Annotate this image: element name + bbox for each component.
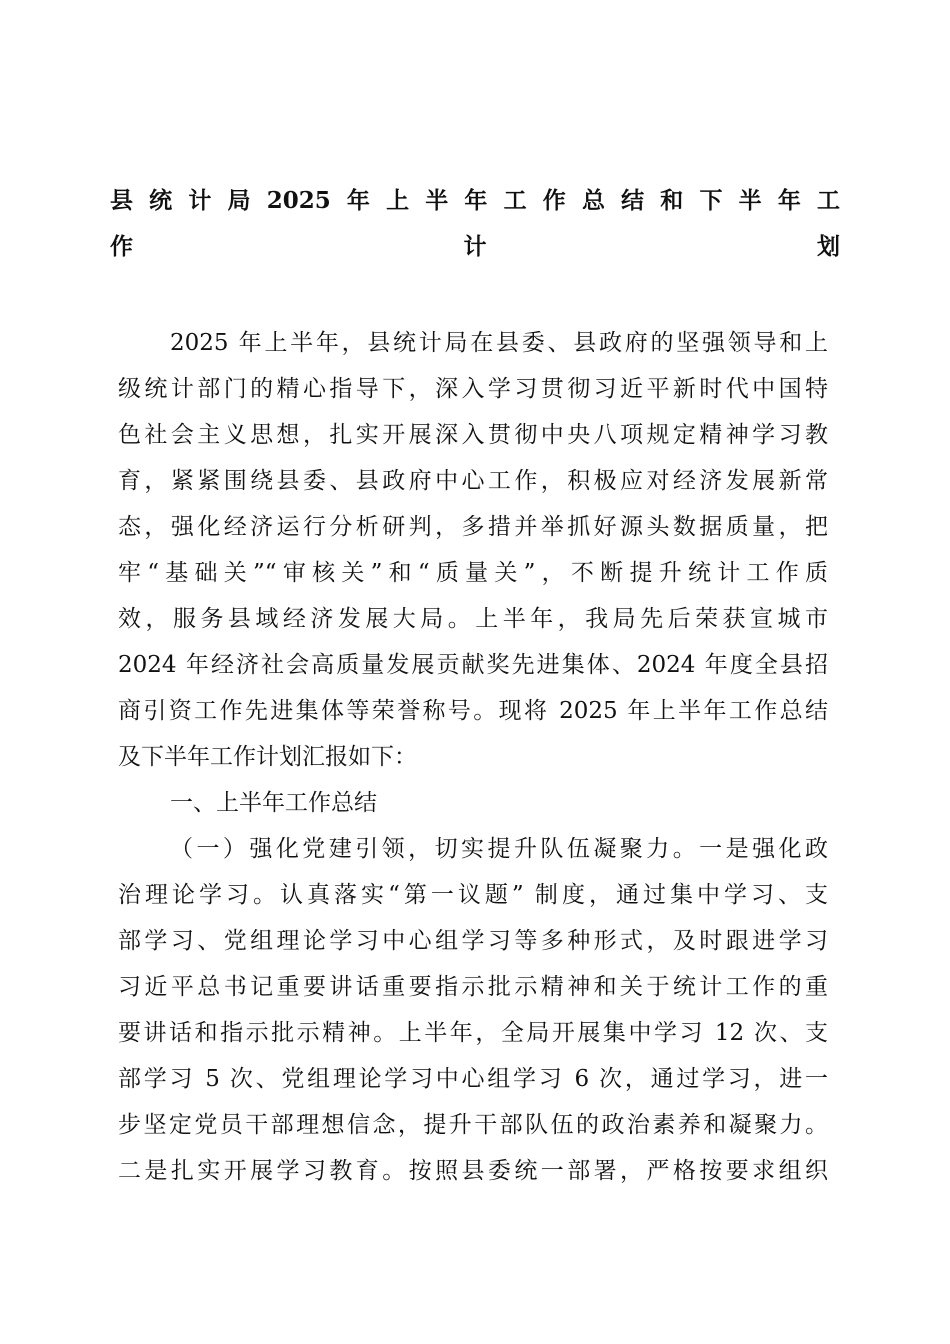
section-paragraph-line: 二是扎实开展学习教育。按照县委统一部署，严格按要求组织 [118, 1158, 828, 1184]
title-line: 县统计局2025年上半年工作总结和下半年工 [110, 187, 840, 214]
intro-paragraph-line: 牢“基础关”“审核关”和“质量关”，不断提升统计工作质 [118, 560, 828, 586]
intro-paragraph-line: 级统计部门的精心指导下，深入学习贯彻习近平新时代中国特 [118, 376, 828, 402]
section-paragraph-line: 部学习、党组理论学习中心组学习等多种形式，及时跟进学习 [118, 928, 828, 954]
intro-paragraph-line: 态，强化经济运行分析研判，多措并举抓好源头数据质量，把 [118, 514, 828, 540]
section-heading: 一、上半年工作总结 [170, 790, 377, 816]
intro-paragraph-line: 及下半年工作计划汇报如下： [118, 744, 417, 770]
section-paragraph-line: （一）强化党建引领，切实提升队伍凝聚力。一是强化政 [170, 836, 828, 862]
document-body [118, 320, 828, 1194]
intro-paragraph-line: 2025 年上半年，县统计局在县委、县政府的坚强领导和上 [170, 330, 828, 356]
intro-paragraph-line: 育，紧紧围绕县委、县政府中心工作，积极应对经济发展新常 [118, 468, 828, 494]
section-paragraph-line: 治理论学习。认真落实“第一议题” 制度，通过集中学习、支 [118, 882, 828, 908]
section-paragraph-line: 步坚定党员干部理想信念，提升干部队伍的政治素养和凝聚力。 [118, 1112, 828, 1138]
section-paragraph-line: 部学习 5 次、党组理论学习中心组学习 6 次，通过学习，进一 [118, 1066, 828, 1092]
document-title [110, 178, 840, 270]
section-paragraph-line: 要讲话和指示批示精神。上半年，全局开展集中学习 12 次、支 [118, 1020, 828, 1046]
section-paragraph-line: 习近平总书记重要讲话重要指示批示精神和关于统计工作的重 [118, 974, 828, 1000]
intro-paragraph-line: 2024 年经济社会高质量发展贡献奖先进集体、2024 年度全县招 [118, 652, 828, 678]
intro-paragraph-line: 色社会主义思想，扎实开展深入贯彻中央八项规定精神学习教 [118, 422, 828, 448]
intro-paragraph-line: 效，服务县域经济发展大局。上半年，我局先后荣获宣城市 [118, 606, 828, 632]
intro-paragraph-line: 商引资工作先进集体等荣誉称号。现将 2025 年上半年工作总结 [118, 698, 828, 724]
title-line: 作计划 [110, 233, 840, 260]
